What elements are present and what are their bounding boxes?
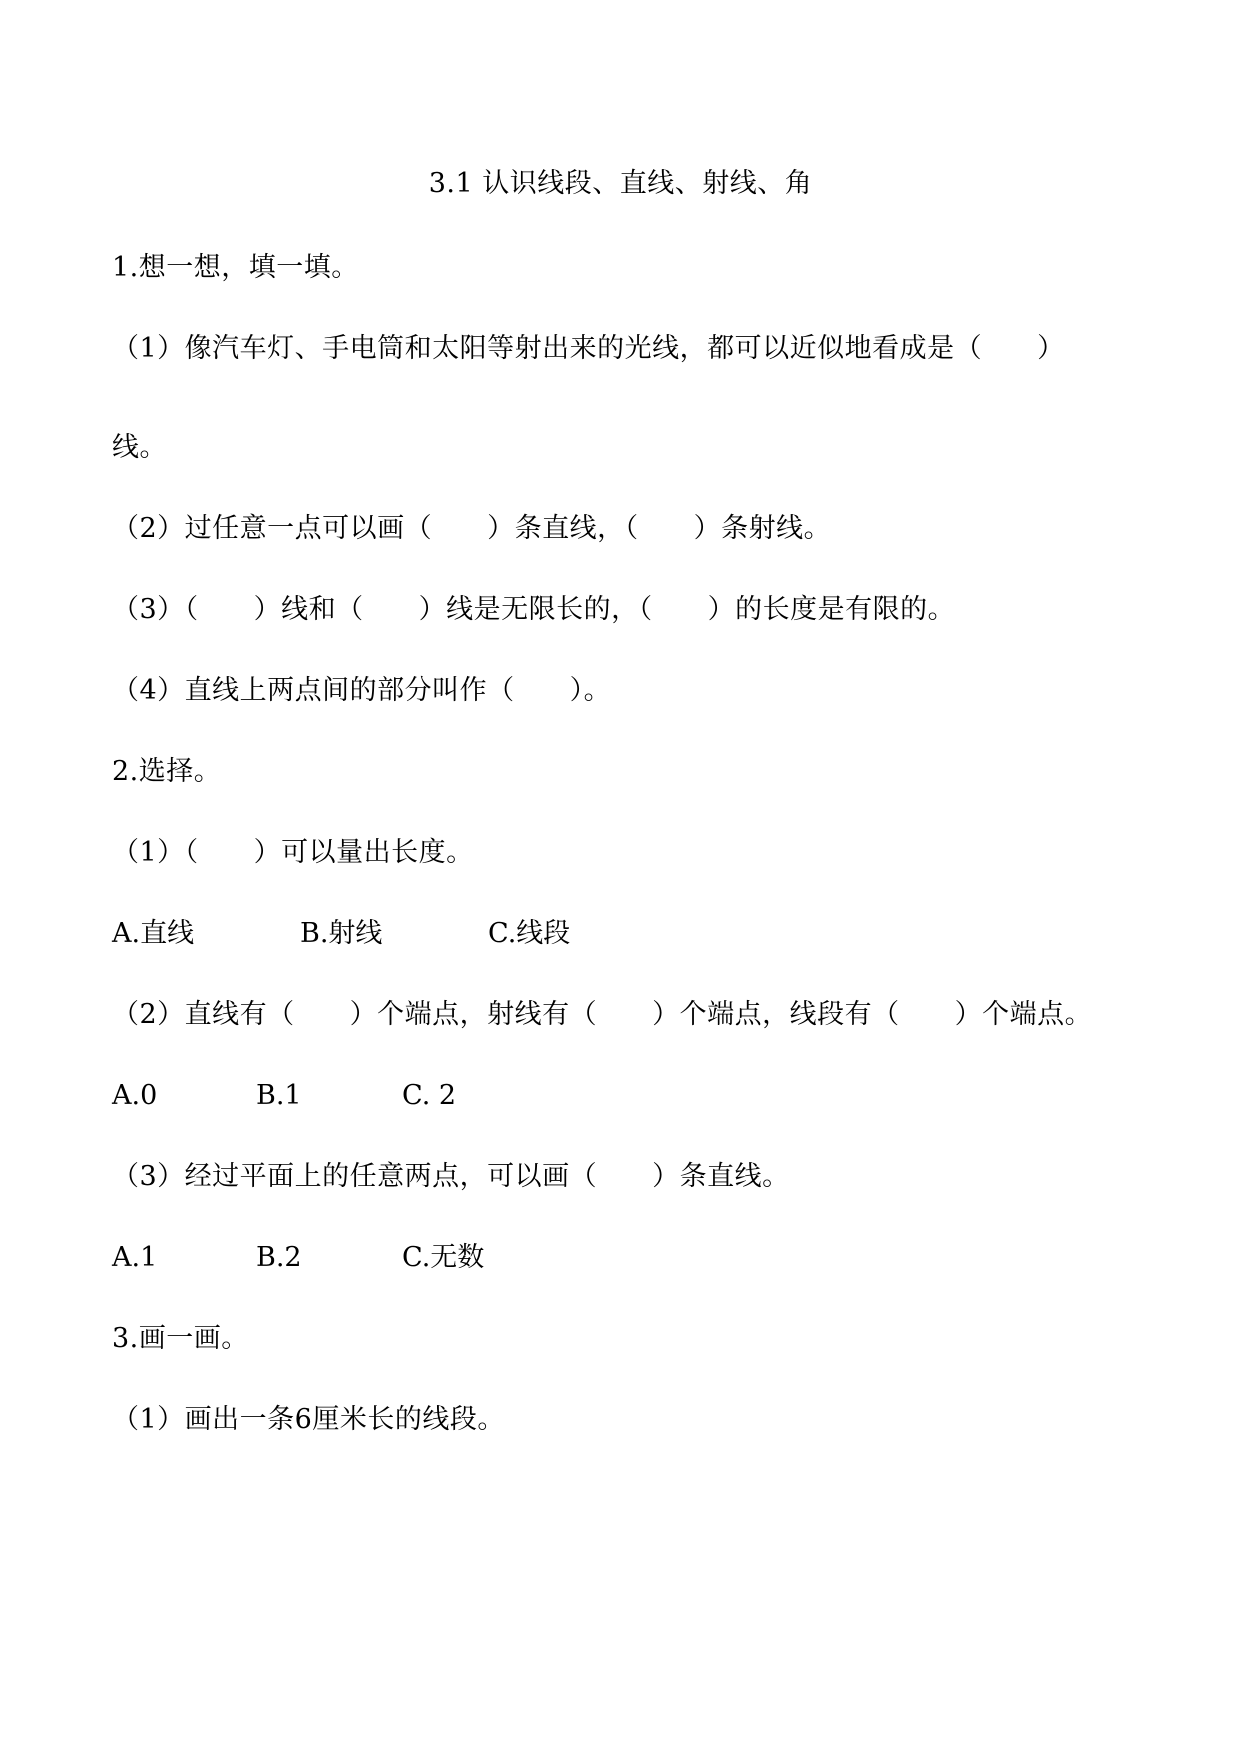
section2-q3-option-a: A.1 [112, 1242, 158, 1273]
section1-question4: （4）直线上两点间的部分叫作（ ）。 [112, 675, 612, 706]
section2-q2-option-b: B.1 [256, 1080, 302, 1111]
section3-heading: 3.画一画。 [112, 1323, 249, 1354]
section1-question3: （3）（ ）线和（ ）线是无限长的，（ ）的长度是有限的。 [112, 594, 956, 625]
section1-question1-line1: （1）像汽车灯、手电筒和太阳等射出来的光线，都可以近似地看成是（ ） [112, 333, 1065, 364]
section2-question3: （3）经过平面上的任意两点，可以画（ ）条直线。 [112, 1161, 790, 1192]
section2-heading: 2.选择。 [112, 756, 222, 787]
section3-question1: （1）画出一条6厘米长的线段。 [112, 1404, 505, 1435]
section2-q2-option-a: A.0 [112, 1080, 158, 1111]
section2-question1: （1）（ ）可以量出长度。 [112, 837, 474, 868]
page-title: 3.1 认识线段、直线、射线、角 [428, 168, 813, 199]
section1-question2: （2）过任意一点可以画（ ）条直线，（ ）条射线。 [112, 513, 832, 544]
section2-q1-option-b: B.射线 [300, 918, 383, 949]
section1-heading: 1.想一想，填一填。 [112, 252, 359, 283]
section2-q3-option-c: C.无数 [402, 1242, 485, 1273]
section2-q1-option-a: A.直线 [112, 918, 195, 949]
section2-q1-option-c: C.线段 [488, 918, 571, 949]
section2-q2-option-c: C. 2 [402, 1080, 457, 1111]
section2-question2: （2）直线有（ ）个端点，射线有（ ）个端点，线段有（ ）个端点。 [112, 999, 1093, 1030]
section2-q3-option-b: B.2 [256, 1242, 302, 1273]
section1-question1-line2: 线。 [112, 432, 167, 463]
